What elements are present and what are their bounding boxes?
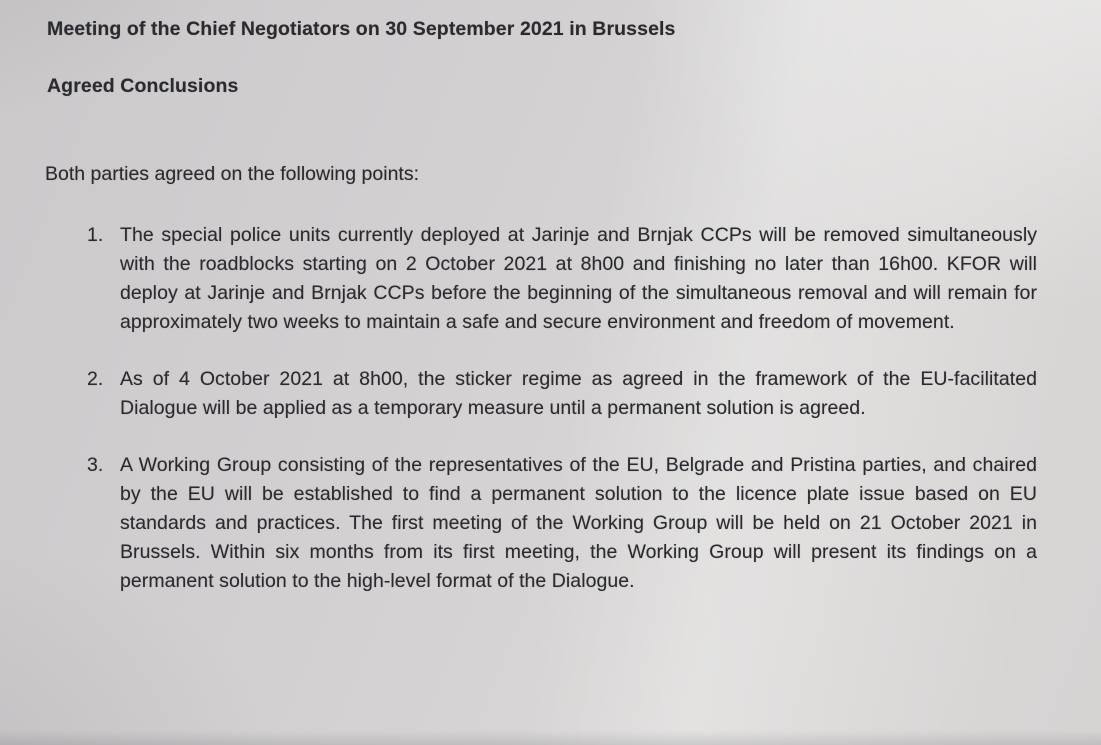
document-title: Meeting of the Chief Negotiators on 30 September 2021 in Brussels xyxy=(47,18,676,40)
agreed-point-2 xyxy=(87,365,1101,423)
point-text: As of 4 October 2021 at 8h00, the sticker regime as agreed in the framework of the EU-facilitated Dialogue will be applied as a temporary measure until a permanent solution is agreed. xyxy=(120,368,1037,419)
agreed-points-list xyxy=(0,187,1101,596)
point-number: 3. xyxy=(87,454,104,476)
point-text: A Working Group consisting of the representatives of the EU, Belgrade and Pristina parties, and chaired by the EU will be established to find a permanent solution to the licence plate issue based on EU standards and practices. The first meeting of the Working Group will be held on 21 October 2021 in Brussels. Within six months from its first meeting, the Working Group will present its findings on a permanent solution to the high-level format of the Dialogue. xyxy=(120,454,1037,592)
intro-line: Both parties agreed on the following points: xyxy=(45,163,419,185)
agreed-point-1 xyxy=(87,221,1101,337)
point-text: The special police units currently deployed at Jarinje and Brnjak CCPs will be removed simultaneously with the roadblocks starting on 2 October 2021 at 8h00 and finishing no later than 16h00. KFOR will deploy at Jarinje and Brnjak CCPs before the beginning of the simultaneous removal and will remain for approximately two weeks to maintain a safe and secure environment and freedom of movement. xyxy=(120,224,1037,333)
agreed-point-3 xyxy=(87,451,1101,596)
point-number: 2. xyxy=(87,368,104,390)
point-number: 1. xyxy=(87,224,104,246)
document-subtitle: Agreed Conclusions xyxy=(47,75,239,97)
